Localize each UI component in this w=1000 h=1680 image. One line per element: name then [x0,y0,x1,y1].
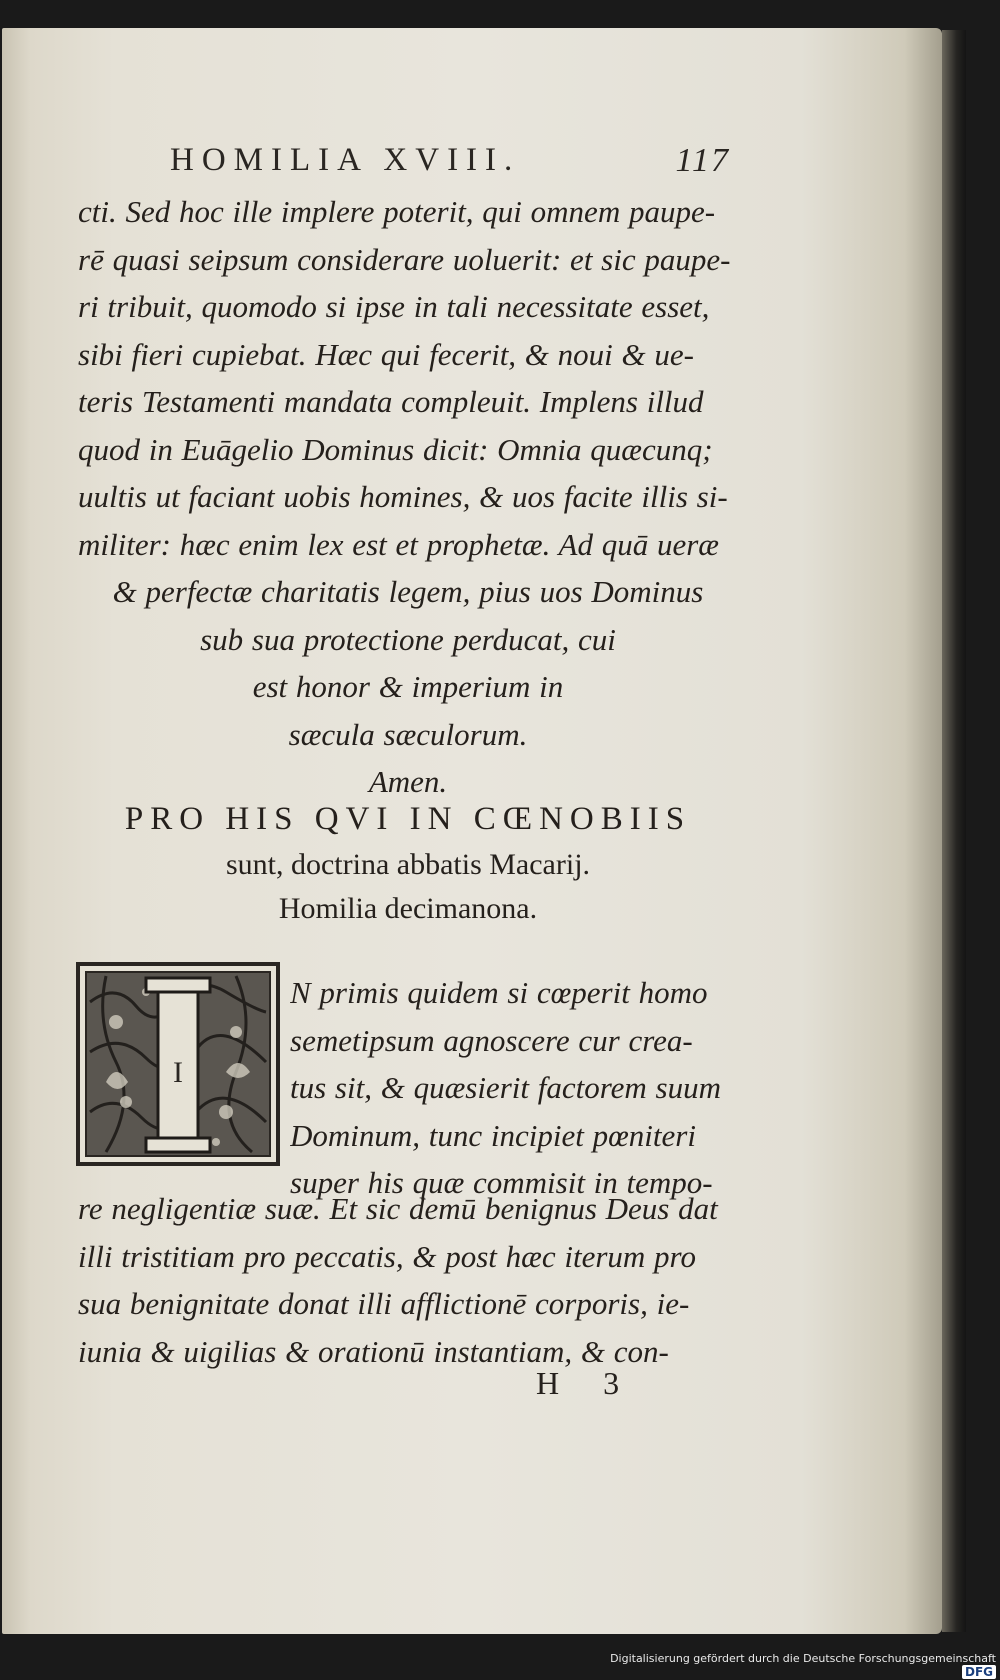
closing-line: sæcula sæculorum. [288,716,528,752]
running-head: HOMILIA XVIII. [170,142,521,178]
text-line: N primis quidem si cœperit homo [290,975,708,1010]
text-line: sua benignitate donat illi afflictionē corporis, ie- [78,1286,690,1321]
closing-line: & perfectæ charitatis legem, pius uos Dominus [112,574,704,609]
text-line: iunia & uigilias & orationū instantiam, & con- [78,1333,669,1369]
closing-line: est honor & imperium in [252,669,564,704]
paragraph-beside-initial [290,969,740,1207]
decorated-initial-i [76,962,280,1166]
text-line: illi tristitiam pro peccatis, & post hæc iterum pro [78,1238,696,1274]
closing-amen: Amen. [368,764,448,799]
text-line: Dominum, tunc incipiet pœniteri [290,1117,696,1153]
text-line: semetipsum agnoscere cur crea- [290,1022,693,1058]
text-line: rē quasi seipsum considerare uoluerit: et sic paupe- [78,241,731,277]
text-line: cti. Sed hoc ille implere poterit, qui omnem paupe- [78,194,716,229]
text-line: quod in Euāgelio Dominus dicit: Omnia quæcunq; [78,431,713,467]
text-line: sibi fieri cupiebat. Hæc qui fecerit, & noui & ue- [78,336,694,372]
funding-footer [600,1651,996,1679]
text-line: uultis ut faciant uobis homines, & uos facite illis si- [78,479,728,514]
paragraph-homily-19 [78,1185,738,1375]
text-line: militer: hæc enim lex est et prophetæ. Ad quā ueræ [78,526,719,562]
text-line: super his quæ commisit in tempo- [290,1165,713,1200]
title-line-2: sunt, doctrina abbatis Macarij. [225,848,591,881]
title-line-3: Homilia decimanona. [278,892,538,925]
text-line: ri tribuit, quomodo si ipse in tali necessitate esset, [78,289,710,324]
paragraph-homily-18-end [78,188,738,806]
text-line: re negligentiæ suæ. Et sic demū benignus Deus dat [78,1191,718,1226]
text-line: teris Testamenti mandata compleuit. Implens illud [78,384,704,419]
homily-19-title [78,795,738,931]
footer-text: Digitalisierung gefördert durch die Deutsche Forschungsgemeinschaft [610,1651,996,1665]
svg-text:I: I [173,1056,183,1089]
page-number: 117 [675,142,730,179]
page-edge-shadow [942,30,966,1632]
signature-mark: H 3 [536,1365,638,1401]
closing-line: sub sua protectione perducat, cui [200,621,616,657]
text-line: tus sit, & quæsierit factorem suum [290,1070,721,1105]
dfg-logo: DFG [962,1665,996,1679]
title-main: PRO HIS QVI IN CŒNOBIIS [124,801,692,837]
woodcut-initial-icon [76,962,280,1166]
page-header [170,142,730,182]
